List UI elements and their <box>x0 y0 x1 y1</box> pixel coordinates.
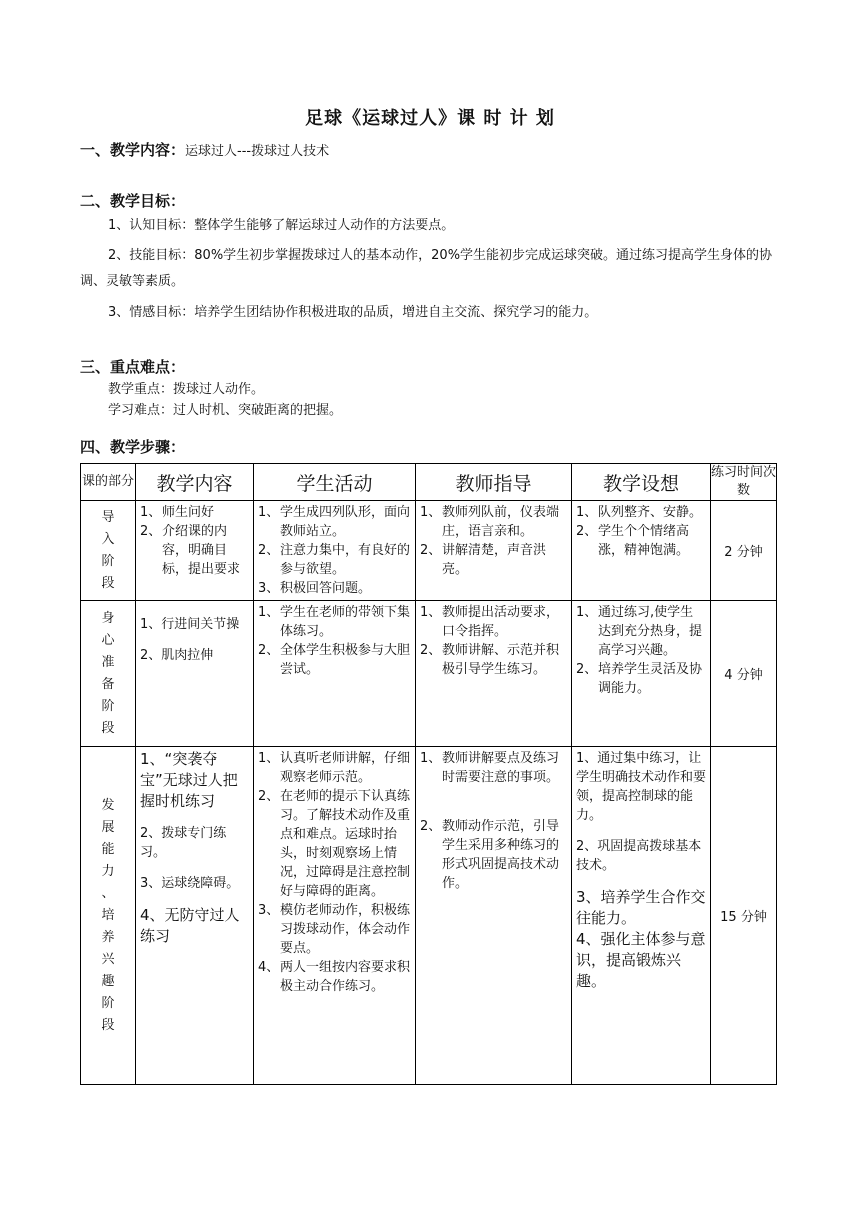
difficult-point: 学习难点：过人时机、突破距离的把握。 <box>108 403 343 418</box>
header-student: 学生活动 <box>254 464 416 501</box>
stage-cell: 导 入 阶 段 <box>81 501 136 601</box>
header-design: 教学设想 <box>572 464 711 501</box>
stage-cell: 身 心 准 备 阶 段 <box>81 601 136 747</box>
list-item: 2、 讲解清楚，声音洪亮。 <box>420 543 547 577</box>
table-row <box>81 747 777 1085</box>
list-item: 1、 通过练习,使学生达到充分热身，提高学习兴趣。 <box>576 605 703 658</box>
content-cell <box>136 501 254 601</box>
teaching-content-heading: 一、教学内容： <box>80 141 186 159</box>
content-item: 1、行进间关节操 <box>140 617 240 632</box>
student-cell <box>254 747 416 1085</box>
table-row <box>81 501 777 601</box>
list-item: 2、 全体学生积极参与大胆尝试。 <box>258 643 411 677</box>
design-item: 1、通过集中练习，让学生明确技术动作和要领，提高控制球的能力。 <box>576 751 707 823</box>
list-item: 1、 认真听老师讲解，仔细观察老师示范。 <box>258 751 411 785</box>
design-item: 3、培养学生合作交往能力。 <box>576 888 706 927</box>
teacher-cell <box>416 747 572 1085</box>
list-item: 2、 介绍课的内容，明确目标，提出要求 <box>140 524 241 577</box>
list-item: 1、 学生在老师的带领下集体练习。 <box>258 605 411 639</box>
teaching-content-line <box>80 139 329 160</box>
list-item: 4、 两人一组按内容要求积极主动合作练习。 <box>258 960 411 994</box>
design-item: 4、强化主体参与意识，提高锻炼兴趣。 <box>576 930 706 990</box>
header-content: 教学内容 <box>136 464 254 501</box>
key-point: 教学重点：拨球过人动作。 <box>108 382 265 397</box>
list-item: 3、 积极回答问题。 <box>258 581 372 596</box>
content-item: 3、运球绕障碍。 <box>140 876 240 891</box>
teacher-cell <box>416 501 572 601</box>
content-item: 4、无防守过人练习 <box>140 906 240 945</box>
time-cell: 4 分钟 <box>711 601 777 747</box>
keypoints-heading: 三、重点难点： <box>80 358 186 376</box>
stage-cell: 发 展 能 力 、 培 养 兴 趣 阶 段 <box>81 747 136 1085</box>
list-item: 3、 模仿老师动作，积极练习拨球动作，体会动作要点。 <box>258 903 411 956</box>
table-row <box>81 601 777 747</box>
list-item: 1、 队列整齐、安静。 <box>576 505 703 520</box>
goal-cognitive: 1、认知目标：整体学生能够了解运球过人动作的方法要点。 <box>108 218 455 233</box>
list-item: 1、 教师提出活动要求，口令指挥。 <box>420 605 560 639</box>
document-title: 足球《运球过人》课 时 计 划 <box>305 108 555 129</box>
design-item: 2、巩固提高拨球基本技术。 <box>576 839 702 873</box>
list-item: 1、 师生问好 <box>140 505 215 520</box>
list-item: 2、 教师动作示范，引导学生采用多种练习的形式巩固提高技术动作。 <box>420 819 560 891</box>
header-teacher: 教师指导 <box>416 464 572 501</box>
header-time: 练习时间次数 <box>711 464 777 501</box>
header-stage: 课的部分 <box>81 464 136 501</box>
goal-skill: 2、技能目标：80%学生初步掌握拨球过人的基本动作，20%学生能初步完成运球突破。通过练习提高学生身体的协调、灵敏等素质。 <box>80 248 773 289</box>
student-cell <box>254 501 416 601</box>
list-item: 2、 在老师的提示下认真练习。了解技术动作及重点和难点。运球时抬头，时刻观察场上情况，过障碍是注意控制好与障碍的距离。 <box>258 789 411 899</box>
teaching-content-text: 运球过人---拨球过人技术 <box>185 144 330 159</box>
teaching-steps-table <box>80 463 777 1085</box>
list-item: 2、 教师讲解、示范并积极引导学生练习。 <box>420 643 560 677</box>
list-item: 1、 教师列队前，仪表端庄，语言亲和。 <box>420 505 560 539</box>
list-item: 2、 学生个个情绪高涨，精神饱满。 <box>576 524 690 558</box>
table-header-row <box>81 464 777 501</box>
content-cell <box>136 601 254 747</box>
content-item: 1、“突袭夺宝”无球过人把握时机练习 <box>140 750 238 810</box>
content-cell <box>136 747 254 1085</box>
goals-heading: 二、教学目标： <box>80 192 186 210</box>
design-cell <box>572 747 711 1085</box>
teacher-cell <box>416 601 572 747</box>
student-cell <box>254 601 416 747</box>
design-cell <box>572 601 711 747</box>
steps-heading: 四、教学步骤： <box>80 438 186 456</box>
list-item: 1、 学生成四列队形，面向教师站立。 <box>258 505 411 539</box>
list-item: 2、 培养学生灵活及协调能力。 <box>576 662 703 696</box>
content-item: 2、肌肉拉伸 <box>140 648 214 663</box>
content-item: 2、拨球专门练习。 <box>140 826 227 860</box>
goal-affective: 3、情感目标：培养学生团结协作积极进取的品质，增进自主交流、探究学习的能力。 <box>108 305 598 320</box>
list-item: 1、 教师讲解要点及练习时需要注意的事项。 <box>420 751 560 785</box>
list-item: 2、 注意力集中，有良好的参与欲望。 <box>258 543 411 577</box>
design-cell <box>572 501 711 601</box>
time-cell: 2 分钟 <box>711 501 777 601</box>
time-cell: 15 分钟 <box>711 747 777 1085</box>
